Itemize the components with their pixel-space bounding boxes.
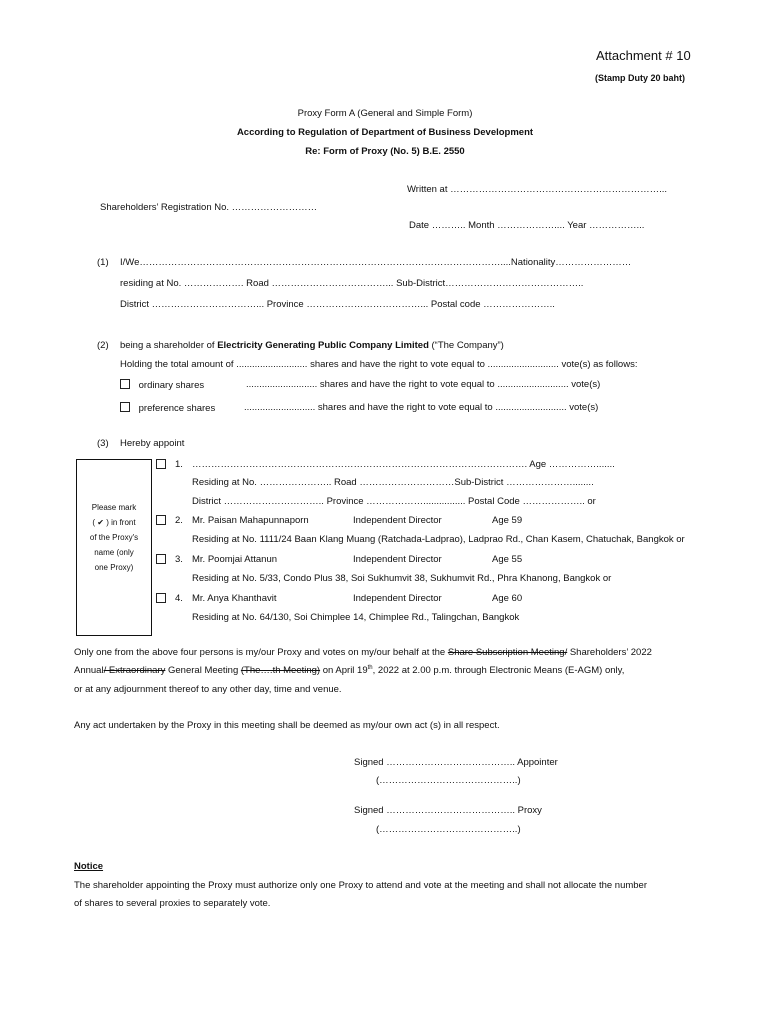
ordinary-shares-checkbox[interactable] [120, 379, 130, 389]
attachment-label: Attachment # 10 [596, 48, 691, 63]
form-title: Proxy Form A (General and Simple Form) [297, 108, 473, 119]
meeting-paragraph-line-2: Annual/ Extraordinary General Meeting (The….th Meeting) on April 19th, 2022 at 2.00 p.m. through Electronic Means (E-AGM) only, [74, 665, 625, 677]
hereby-appoint-heading: Hereby appoint [120, 438, 185, 449]
proxy-1-checkbox[interactable] [156, 459, 166, 469]
proxy-2-age: Age 59 [492, 515, 523, 526]
notice-heading: Notice [74, 861, 104, 872]
proxy-1-name-age-field[interactable]: ……………………………………………………………………………………………. Age ……………....... [192, 459, 615, 470]
proxy-instruction-box [76, 459, 152, 636]
ordinary-shares-row [120, 379, 204, 391]
notice-line-2: of shares to several proxies to separately vote. [74, 898, 271, 909]
proxy-4-role: Independent Director [353, 593, 442, 604]
company-name: Electricity Generating Public Company Limited [217, 340, 429, 351]
struck-text: (The….th Meeting) [240, 665, 321, 677]
proxy-4-address: Residing at No. 64/130, Soi Chimplee 14, Chimplee Rd., Talingchan, Bangkok [192, 612, 520, 623]
proxy-2-address: Residing at No. 1111/24 Baan Klang Muang (Ratchada-Ladprao), Ladprao Rd., Chan Kasem, Chatuchak, Bangkok or [192, 534, 685, 545]
notice-line-1: The shareholder appointing the Proxy must authorize only one Proxy to attend and vote at the meeting and shall not allocate the number [74, 880, 647, 891]
form-reference: Re: Form of Proxy (No. 5) B.E. 2550 [305, 146, 465, 157]
appointer-signature-field[interactable]: Signed ………………………………….. Appointer [354, 757, 558, 768]
written-at-field[interactable]: Written at …………………………………………………………... [407, 184, 668, 195]
instruction-line: of the Proxy's [89, 533, 139, 542]
shareholder-of-line: being a shareholder of Electricity Generating Public Company Limited (“The Company”) [120, 340, 504, 351]
form-subtitle: According to Regulation of Department of Business Development [236, 127, 534, 138]
ordinary-shares-field[interactable]: ........................... shares and have the right to vote equal to ........................... vote(s) [246, 379, 601, 390]
ordinary-shares-label: ordinary shares [138, 380, 205, 391]
address-field[interactable]: residing at No. ………………. Road ………………………………... Sub-District…………………………………….. [120, 278, 584, 289]
proxy-3-number: 3. [175, 554, 183, 565]
proxy-name-field[interactable]: (……………………………………..) [376, 824, 521, 835]
appointer-name-field[interactable]: (……………………………………..) [376, 775, 521, 786]
proxy-3-role: Independent Director [353, 554, 442, 565]
proxy-4-checkbox[interactable] [156, 593, 166, 603]
instruction-line: name (only [94, 548, 134, 557]
proxy-4-age: Age 60 [492, 593, 523, 604]
instruction-line: one Proxy) [94, 563, 134, 572]
proxy-4-name: Mr. Anya Khanthavit [192, 593, 277, 604]
proxy-2-number: 2. [175, 515, 183, 526]
section-3-number: (3) [97, 438, 109, 449]
proxy-2-name: Mr. Paisan Mahapunnaporn [192, 515, 309, 526]
section-2-number: (2) [97, 340, 109, 351]
struck-text: / Extraordinary [103, 665, 166, 677]
proxy-1-district-field[interactable]: District ………………………….. Province ………………................ Postal Code ……………….. or [192, 496, 596, 507]
district-province-field[interactable]: District ……………………………... Province ………………………………... Postal code ………………….. [120, 299, 555, 310]
preference-shares-label: preference shares [138, 403, 216, 414]
preference-shares-field[interactable]: ........................... shares and have the right to vote equal to ........................... vote(s) [244, 402, 599, 413]
instruction-line: ( ✔ ) in front [92, 518, 136, 527]
proxy-1-address-field[interactable]: Residing at No. ………………….. Road …………………………Sub-District …………………........ [192, 477, 594, 488]
instruction-line: Please mark [91, 503, 137, 512]
registration-no-field[interactable]: Shareholders’ Registration No. ……………………… [100, 202, 318, 213]
section-1-number: (1) [97, 257, 109, 268]
proxy-2-role: Independent Director [353, 515, 442, 526]
total-shares-field[interactable]: Holding the total amount of ........................... shares and have the right to vote equal to ........................... vote(s) as follows: [120, 359, 638, 370]
meeting-paragraph-line-1: Only one from the above four persons is my/our Proxy and votes on my/our behalf at the Share Subscription Meeting/ Shareholders’ 2022 [74, 647, 652, 658]
meeting-paragraph-line-3: or at any adjournment thereof to any other day, time and venue. [74, 684, 342, 695]
proxy-2-checkbox[interactable] [156, 515, 166, 525]
preference-shares-row [120, 402, 215, 414]
struck-text: Share Subscription Meeting/ [447, 647, 568, 658]
proxy-4-number: 4. [175, 593, 183, 604]
preference-shares-checkbox[interactable] [120, 402, 130, 412]
proxy-3-age: Age 55 [492, 554, 523, 565]
stamp-duty-label: (Stamp Duty 20 baht) [595, 73, 686, 83]
proxy-signature-field[interactable]: Signed ………………………………….. Proxy [354, 805, 542, 816]
proxy-3-address: Residing at No. 5/33, Condo Plus 38, Soi Sukhumvit 38, Sukhumvit Rd., Phra Khanong, Bangkok or [192, 573, 612, 584]
date-field[interactable]: Date ……….. Month ……………….... Year ……………... [409, 220, 645, 231]
act-statement: Any act undertaken by the Proxy in this meeting shall be deemed as my/our own act (s) in all respect. [74, 720, 500, 731]
proxy-3-name: Mr. Poomjai Attanun [192, 554, 278, 565]
name-nationality-field[interactable]: I/We……………………………………………………………………………………………………....Nationality…………………… [120, 257, 632, 268]
proxy-1-number: 1. [175, 459, 183, 470]
proxy-3-checkbox[interactable] [156, 554, 166, 564]
